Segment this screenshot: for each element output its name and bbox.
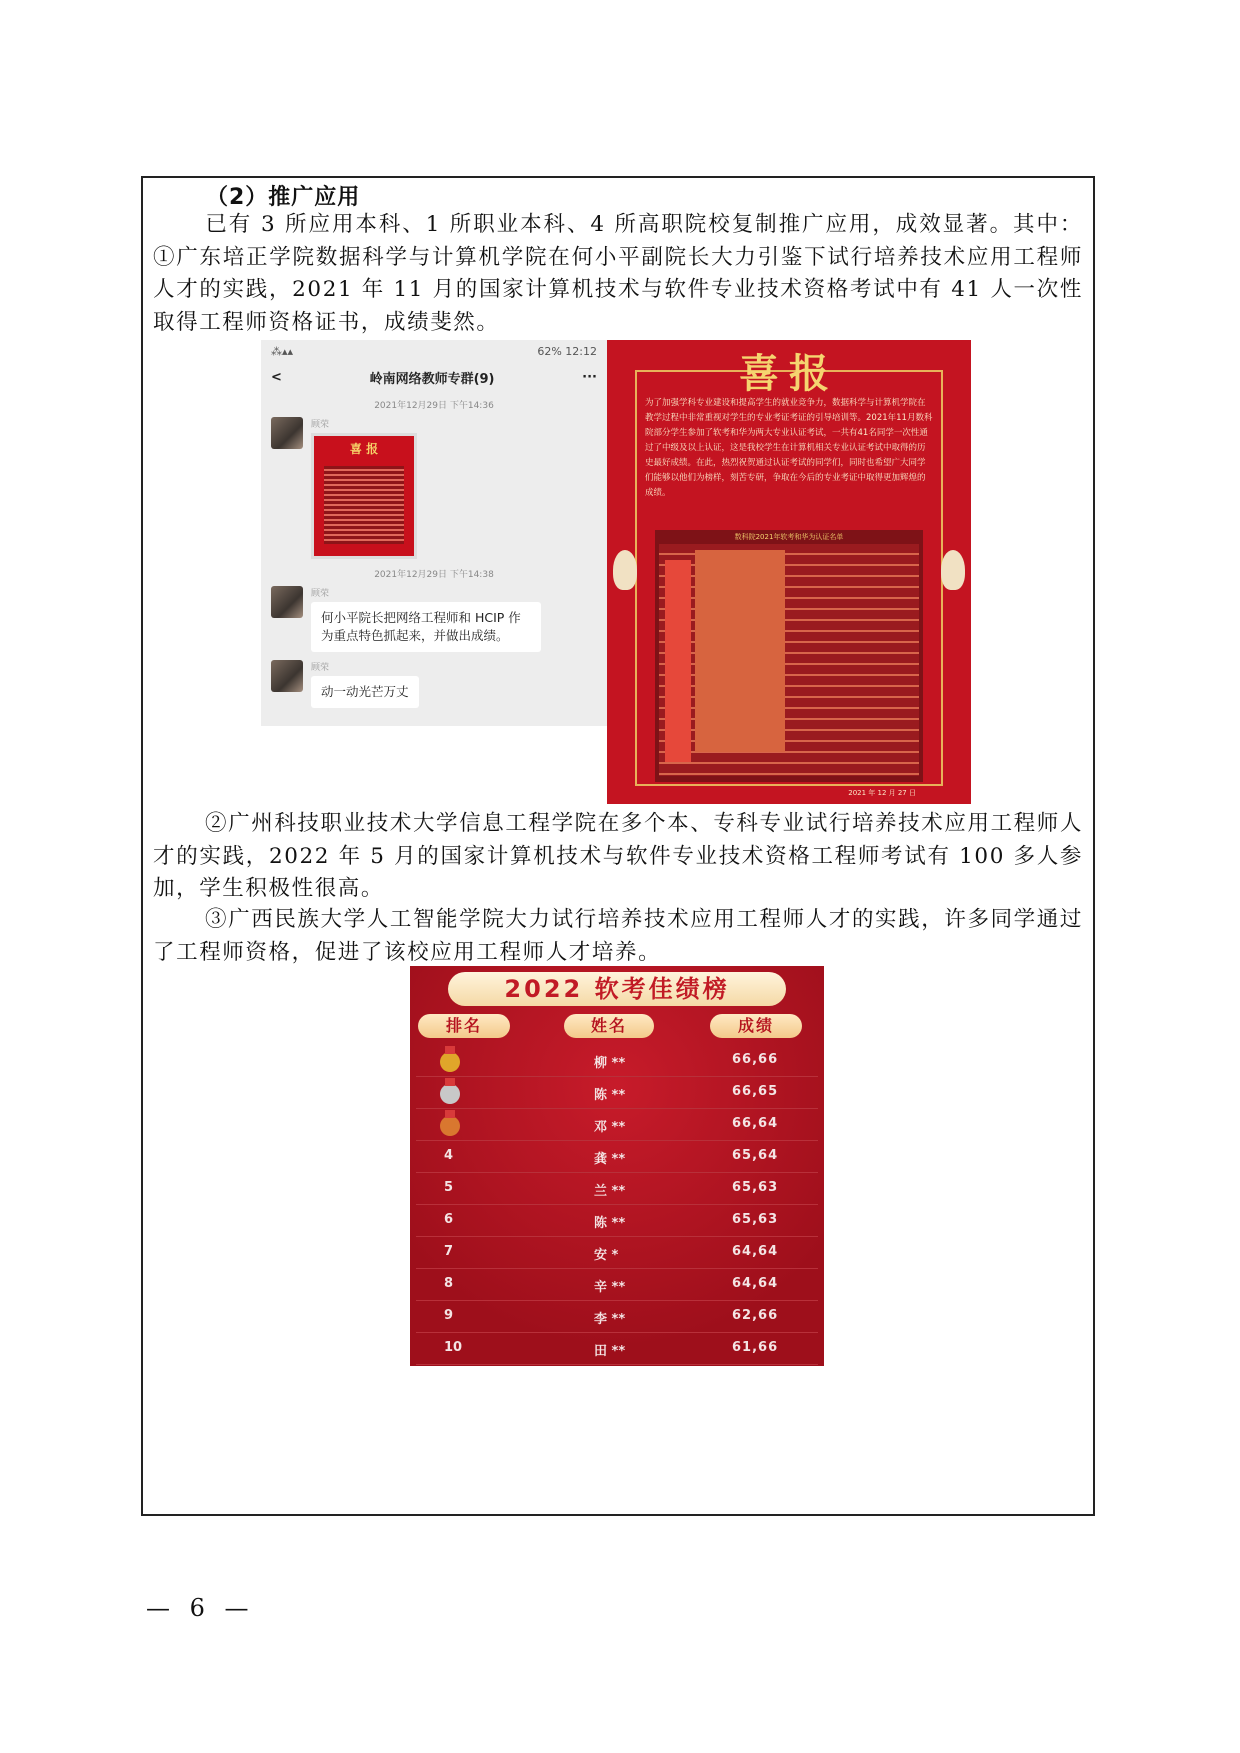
rank-number: 5 [444,1180,454,1195]
avatar [271,417,303,449]
thumbnail-table [324,466,404,544]
rank-number: 10 [444,1340,463,1355]
chat-message-text [261,586,607,652]
poster-table [655,530,923,782]
ranking-row [416,1300,818,1333]
chat-message-text [261,660,607,708]
signal-icon: ⁂▴▴ [271,344,294,358]
rank-number: 8 [444,1276,454,1291]
student-name: 辛 ** [594,1280,626,1295]
student-name: 田 ** [594,1344,626,1359]
student-name: 陈 ** [594,1216,626,1231]
header-name: 姓名 [564,1014,654,1038]
student-score: 65,64 [732,1148,779,1163]
ranking-row [416,1140,818,1173]
ranking-row [416,1108,818,1141]
image-thumbnail[interactable] [311,433,417,559]
student-name: 兰 ** [594,1184,626,1199]
ranking-row [416,1268,818,1301]
student-score: 65,63 [732,1212,779,1227]
thumbnail-title: 喜 报 [349,442,379,456]
back-icon[interactable]: < [271,369,282,385]
medal-icon [440,1078,460,1104]
rank-number: 9 [444,1308,454,1323]
student-name: 龚 ** [594,1152,626,1167]
sender-name: 顾荣 [311,420,330,430]
student-score: 66,66 [732,1052,779,1067]
rank-number: 4 [444,1148,454,1163]
redaction-mask [665,560,691,762]
ranking-row [416,1332,818,1365]
ranking-row [416,1236,818,1269]
rank-number: 7 [444,1244,454,1259]
chat-nav-bar [261,362,607,392]
avatar [271,660,303,692]
message-bubble: 动一动光芒万丈 [311,676,419,708]
student-score: 64,64 [732,1244,779,1259]
header-score: 成绩 [710,1014,802,1038]
poster-text: 为了加强学科专业建设和提高学生的就业竞争力，数据科学与计算机学院在教学过程中非常重视对学生的专业考证考证的引导培训等。2021年11月数科院部分学生参加了软考和华为两大专业认证考试，一共有41名同学一次性通过了中级及以上认证，这是我校学生在计算机相关专业认证考试中取得的历史最好成绩。在此，热烈祝贺通过认证考试的同学们，同时也希望广大同学们能够以他们为榜样，刻苦专研，争取在今后的专业考证中取得更加辉煌的成绩。 [645,398,933,498]
poster-table-caption: 数科院2021年软考和华为认证名单 [734,533,844,541]
ranking-title: 2022 软考佳绩榜 [448,972,786,1006]
ranking-board [410,966,824,1366]
medal-icon [440,1110,460,1136]
paragraph-3-text: ③广西民族大学人工智能学院大力试行培养技术应用工程师人才的实践，许多同学通过了工程师资格，促进了该校应用工程师人才培养。 [153,907,1083,965]
student-score: 66,65 [732,1084,779,1099]
sender-name: 顾荣 [311,589,330,599]
student-name: 李 ** [594,1312,626,1327]
koi-fish-icon [613,550,637,590]
wechat-screenshot [261,340,607,726]
sender-name: 顾荣 [311,663,330,673]
paragraph-1-text: 已有 3 所应用本科、1 所职业本科、4 所高职院校复制推广应用，成效显著。其中：①广东培正学院数据科学与计算机学院在何小平副院长大力引鉴下试行培养技术应用工程师人才的实践，2021 年 11 月的国家计算机技术与软件专业技术资格考试中有 41 人一次性取得工程师资格证书，成绩斐然。 [153,212,1083,335]
message-bubble: 何小平院长把网络工程师和 HCIP 作为重点特色抓起来，并做出成绩。 [311,602,541,652]
paragraph-3 [153,904,1083,969]
student-score: 65,63 [732,1180,779,1195]
ranking-row [416,1076,818,1109]
student-score: 64,64 [732,1276,779,1291]
poster-date: 2021 年 12 月 27 日 [848,789,916,797]
ranking-row [416,1172,818,1205]
student-score: 66,64 [732,1116,779,1131]
student-name: 邓 ** [594,1120,626,1135]
paragraph-2-text: ②广州科技职业技术大学信息工程学院在多个本、专科专业试行培养技术应用工程师人才的实践，2022 年 5 月的国家计算机技术与软件专业技术资格工程师考试有 100 多人参加，学生积极性很高。 [153,811,1083,901]
redaction-mask [695,550,785,752]
student-name: 安 * [594,1248,619,1263]
student-score: 62,66 [732,1308,779,1323]
student-score: 61,66 [732,1340,779,1355]
header-rank: 排名 [418,1014,510,1038]
group-name: 岭南网络教师专群(9) [369,371,495,387]
paragraph-1 [153,209,1083,339]
poster-title: 喜报 [739,351,839,397]
medal-icon [440,1046,460,1072]
timestamp-2: 2021年12月29日 下午14:38 [374,570,494,580]
student-name: 陈 ** [594,1088,626,1103]
phone-status-bar [261,340,607,362]
section-title: （2）推广应用 [206,185,361,210]
timestamp-1: 2021年12月29日 下午14:36 [374,401,494,411]
koi-fish-icon [941,550,965,590]
chat-message-image [261,417,607,559]
congratulation-poster [607,340,971,804]
ranking-row [416,1044,818,1077]
student-name: 柳 ** [594,1056,626,1071]
page-number: — 6 — [146,1594,255,1622]
paragraph-2 [153,808,1083,906]
more-icon[interactable]: ··· [582,369,597,385]
rank-number: 6 [444,1212,454,1227]
battery-time: 62% 12:12 [537,344,597,358]
avatar [271,586,303,618]
ranking-row [416,1204,818,1237]
